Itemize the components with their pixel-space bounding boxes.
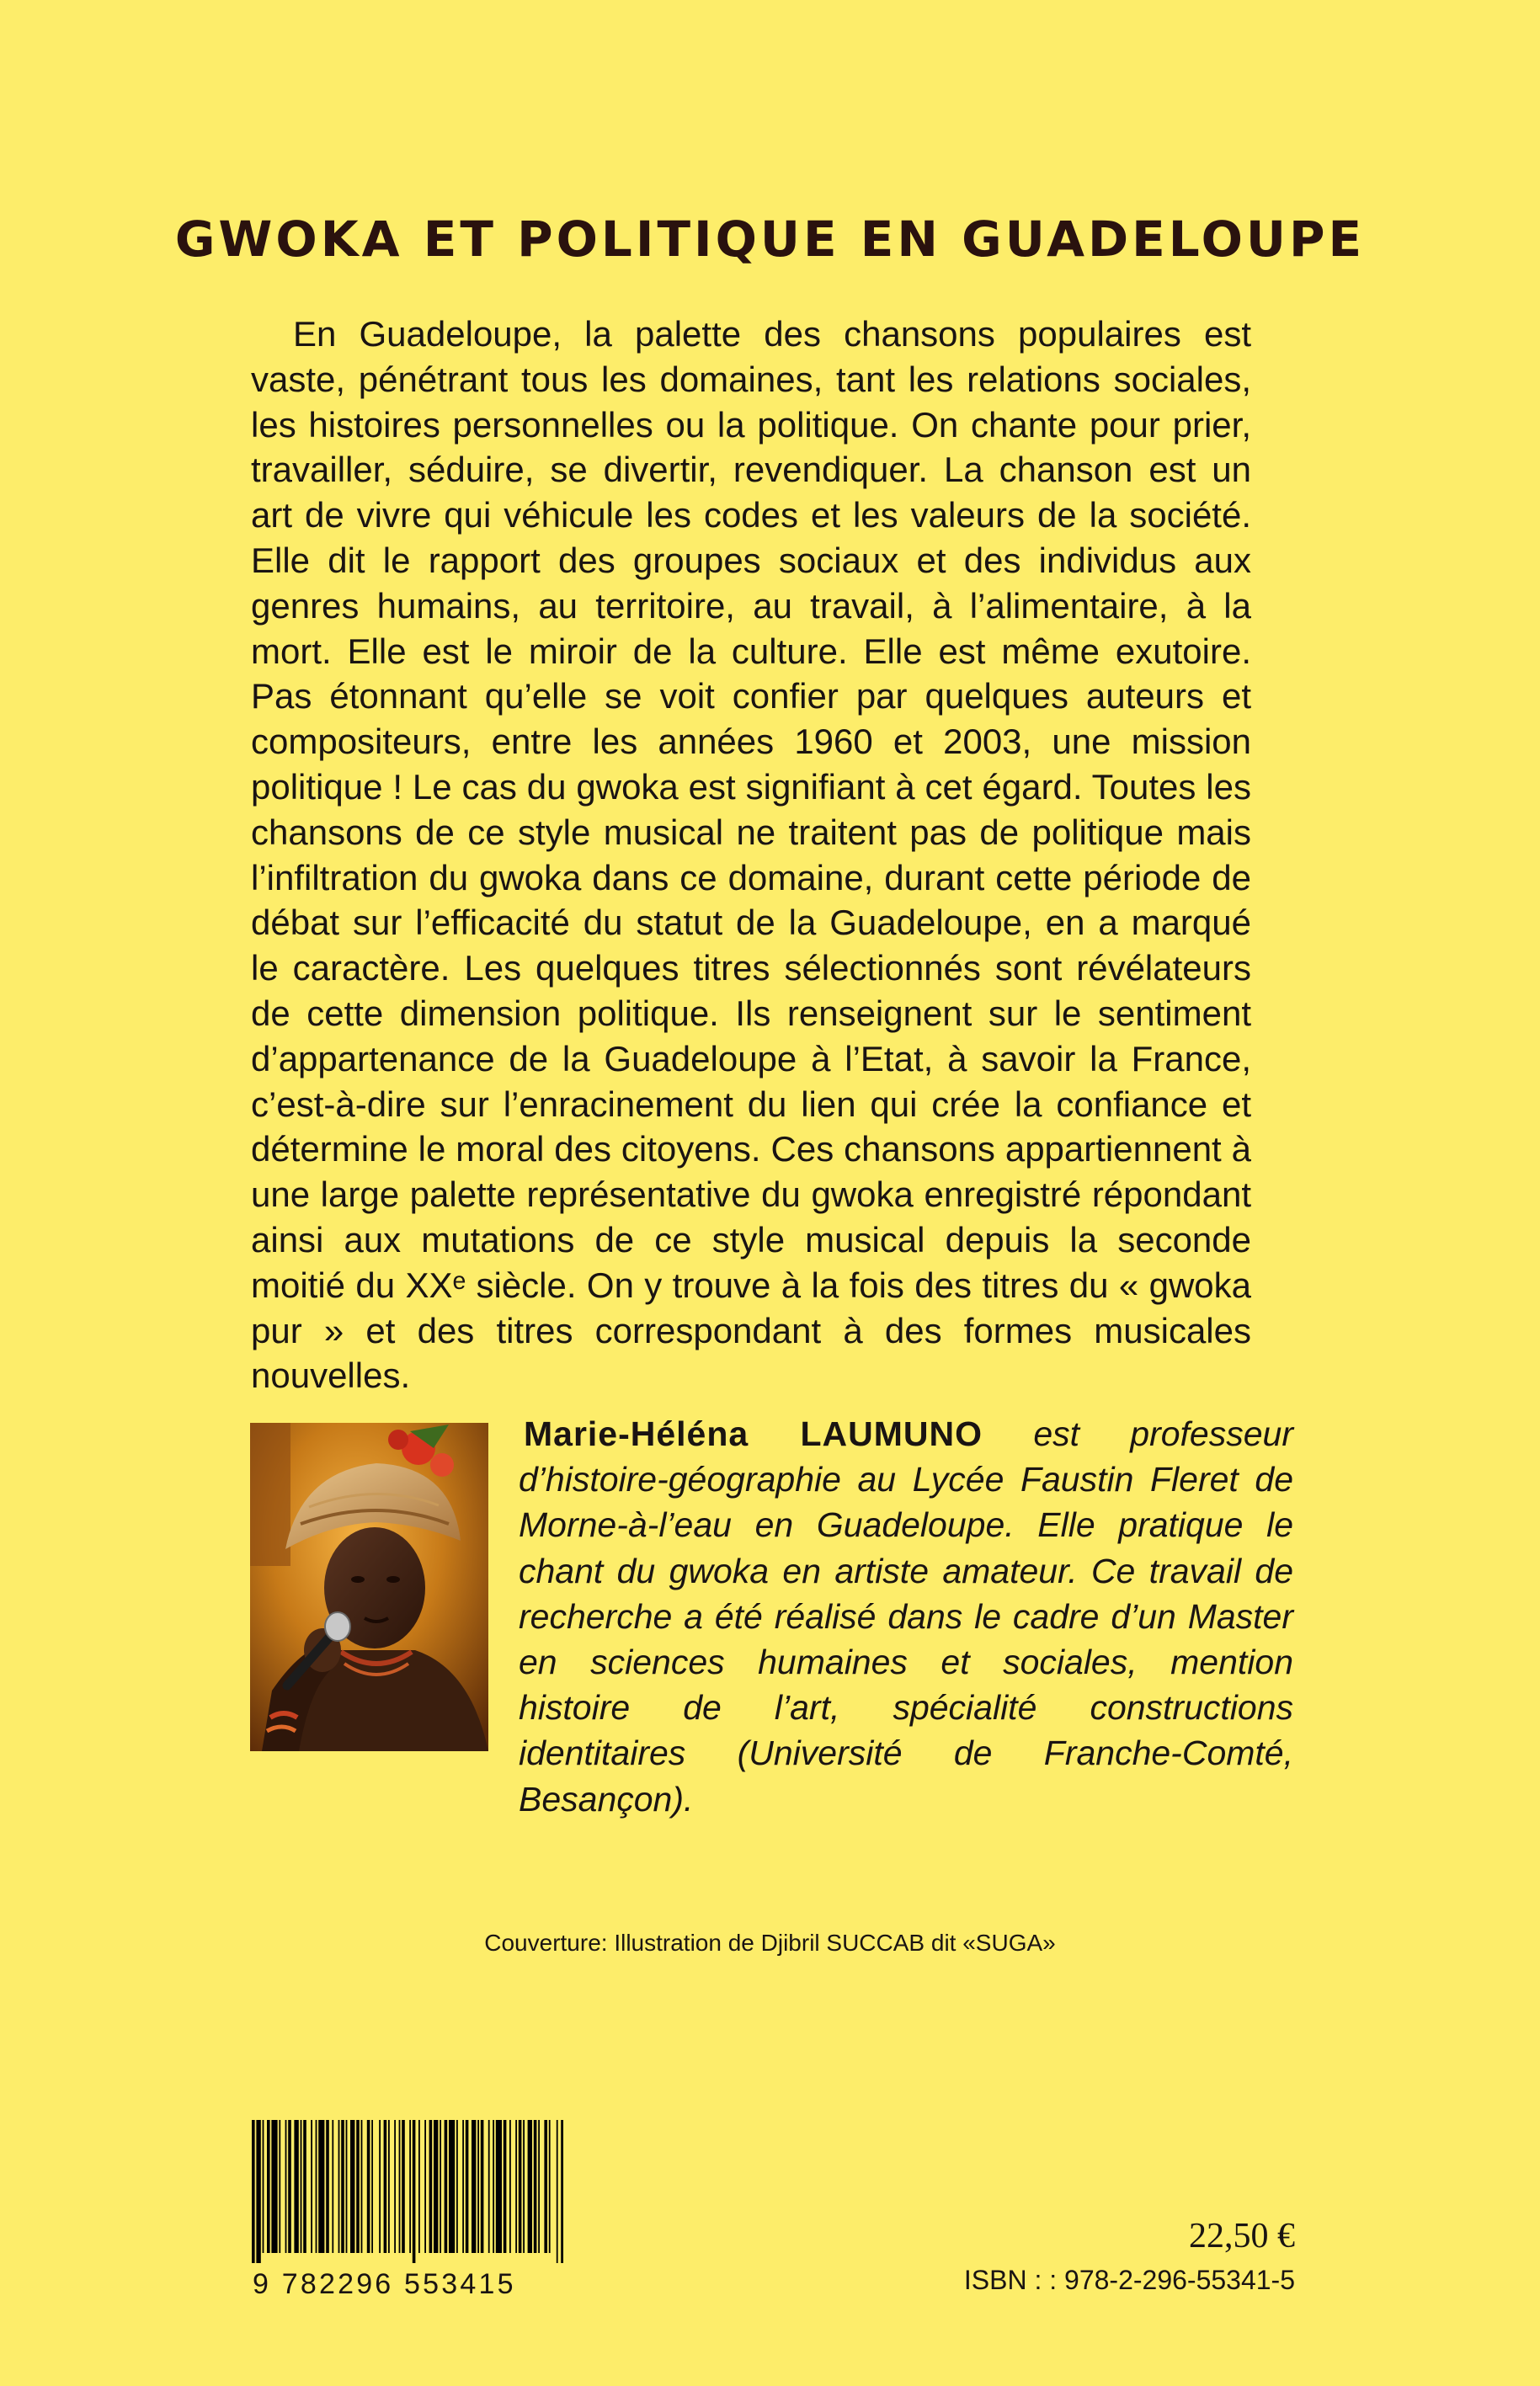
- barcode-bar: [561, 2120, 563, 2263]
- barcode-bar: [311, 2120, 312, 2253]
- barcode-bar: [384, 2120, 387, 2253]
- barcode-bar: [341, 2120, 344, 2253]
- author-photo: [250, 1423, 488, 1751]
- cover-credit: Couverture: Illustration de Djibril SUCCAB dit «SUGA»: [484, 1930, 1056, 1956]
- barcode-bar: [252, 2120, 255, 2263]
- isbn: ISBN : : 978-2-296-55341-5: [963, 2265, 1295, 2295]
- barcode-bar: [326, 2120, 329, 2253]
- barcode-bar: [429, 2120, 433, 2253]
- barcode-bar: [445, 2120, 448, 2253]
- barcode-bar: [318, 2120, 324, 2253]
- barcode-bar: [267, 2120, 270, 2253]
- barcode-bar: [388, 2120, 390, 2253]
- barcode-bar: [534, 2120, 537, 2253]
- barcode-bar: [424, 2120, 426, 2253]
- barcode-bar: [493, 2120, 494, 2253]
- barcode-bar: [285, 2120, 287, 2253]
- barcode-bar: [523, 2120, 525, 2253]
- barcode-bar: [316, 2120, 317, 2253]
- barcode-bar: [488, 2120, 490, 2253]
- author-bio: est professeur d’histoire-géographie au Lycée Faustin Fleret de Morne-à-l’eau en Guadeloupe. Elle pratique le chant du gwoka en artiste amateur. Ce travail de recherche a été réalisé dans le cadre d’un Master en sciences humaines et sociales, mention histoire de l’art, spécialité constructions identitaires (Université de Franche-Comté, Besançon).: [519, 1414, 1293, 1819]
- barcode-bar: [515, 2120, 517, 2253]
- barcode-bar: [466, 2120, 469, 2253]
- barcode-bar: [409, 2120, 411, 2253]
- barcode-bar: [301, 2120, 302, 2253]
- barcode-bar: [544, 2120, 547, 2253]
- barcode-bar: [449, 2120, 455, 2253]
- barcode-digits: 9 782296 553415: [253, 2268, 516, 2300]
- barcode-bar: [496, 2120, 502, 2253]
- author-name: Marie-Héléna LAUMUNO: [524, 1414, 983, 1453]
- author-bio-paragraph: [519, 1411, 1293, 1822]
- barcode-bar: [399, 2120, 401, 2253]
- barcode-bar: [462, 2120, 464, 2253]
- barcode-bar: [528, 2120, 532, 2253]
- barcode-bar: [346, 2120, 348, 2253]
- barcode-bar: [538, 2120, 540, 2253]
- barcode-bar: [549, 2120, 551, 2253]
- barcode-bar: [413, 2120, 416, 2263]
- barcode-bar: [294, 2120, 298, 2253]
- barcode-bar: [361, 2120, 363, 2253]
- barcode-bar: [477, 2120, 479, 2253]
- barcode-bar: [288, 2120, 291, 2253]
- barcode-bar: [440, 2120, 441, 2253]
- barcode-bar: [402, 2120, 405, 2253]
- barcode-bar: [519, 2120, 522, 2253]
- barcode-bar: [356, 2120, 360, 2253]
- barcode-bar: [504, 2120, 507, 2253]
- barcode-bar: [394, 2120, 396, 2253]
- barcode-bar: [557, 2120, 558, 2263]
- book-title: GWOKA ET POLITIQUE EN GUADELOUPE: [174, 210, 1366, 268]
- barcode-bar: [279, 2120, 280, 2253]
- barcode-bar: [456, 2120, 458, 2253]
- barcode-bar: [509, 2120, 511, 2253]
- barcode-bar: [338, 2120, 340, 2253]
- barcode-bar: [379, 2120, 381, 2253]
- price: 22,50 €: [1189, 2217, 1295, 2256]
- barcode-bar: [350, 2120, 354, 2253]
- barcode-bar: [434, 2120, 438, 2253]
- barcode-bar: [332, 2120, 333, 2253]
- barcode-bar: [418, 2120, 420, 2253]
- barcode-bar: [303, 2120, 306, 2253]
- barcode-bar: [271, 2120, 277, 2253]
- barcode-bar: [367, 2120, 370, 2253]
- book-summary: En Guadeloupe, la palette des chansons populaires est vaste, pénétrant tous les domaines, tant les relations sociales, les histoires personnelles ou la politique. On chante pour prier, travailler, séduire, se divertir, revendiquer. La chanson est un art de vivre qui véhicule les codes et les valeurs de la société. Elle dit le rapport des groupes sociaux et des individus aux genres humains, au territoire, au travail, à l’alimentaire, à la mort. Elle est le miroir de la culture. Elle est même exutoire. Pas étonnant qu’elle se voit confier par quelques auteurs et compositeurs, entre les années 1960 et 2003, une mission politique ! Le cas du gwoka est signifiant à cet égard. Toutes les chansons de ce style musical ne traitent pas de politique mais l’infiltration du gwoka dans ce domaine, durant cette période de débat sur l’efficacité du statut de la Guadeloupe, en a marqué le caractère. Les quelques titres sélectionnés sont révélateurs de cette dimension politique. Ils renseignent sur le sentiment d’appartenance de la Guadeloupe à l’Etat, à savoir la France, c’est-à-dire sur l’enracinement du lien qui crée la confiance et détermine le moral des citoyens. Ces chansons appartiennent à une large palette représentative du gwoka enregistré répondant ainsi aux mutations de ce style musical depuis la seconde moitié du XXᵉ siècle. On y trouve à la fois des titres du « gwoka pur » et des titres correspondant à des formes musicales nouvelles.: [251, 314, 1251, 1396]
- barcode-bar: [472, 2120, 476, 2253]
- barcode-bar: [481, 2120, 484, 2253]
- barcode-bar: [371, 2120, 373, 2253]
- barcode-bar: [256, 2120, 260, 2263]
- barcode-bar: [263, 2120, 264, 2253]
